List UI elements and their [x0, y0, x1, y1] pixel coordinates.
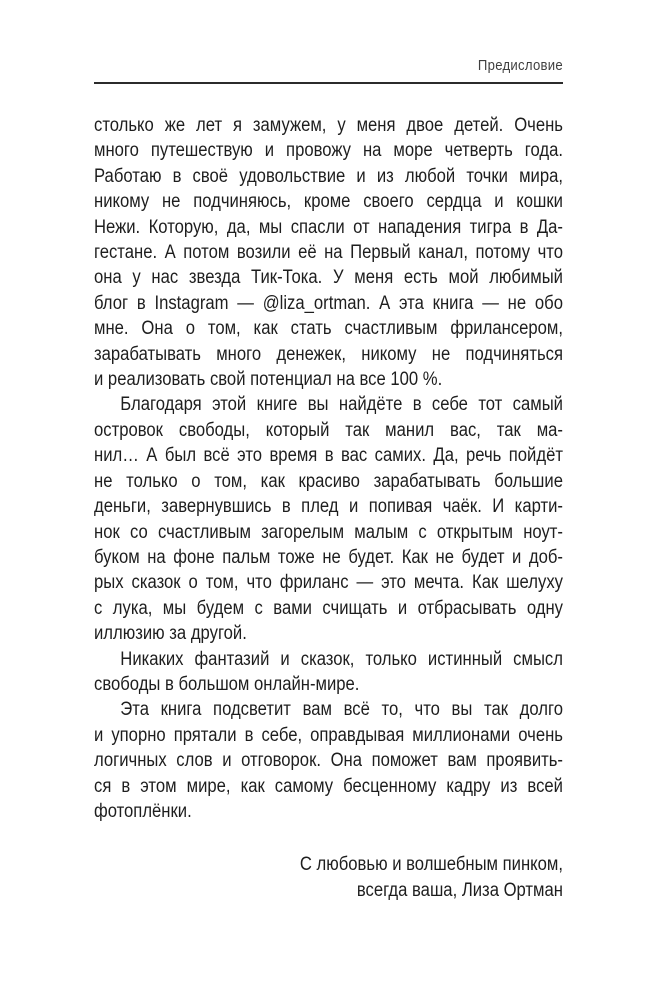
signature-line: всегда ваша, Лиза Ортман — [356, 879, 563, 901]
text-line: логичных слов и отговорок. Она поможет вам проявить- — [94, 750, 563, 772]
text-line: не только о том, как красиво зарабатывать большие — [94, 470, 563, 492]
text-line: иллюзию за другой. — [94, 623, 247, 645]
text-line: мне. Она о том, как стать счастливым фрилансером, — [94, 318, 563, 340]
text-line: Работаю в своё удовольствие и из любой точки мира, — [94, 165, 563, 187]
text-line: и реализовать свой потенциал на все 100 %. — [94, 369, 443, 391]
text-line: столько же лет я замужем, у меня двое детей. Очень — [94, 115, 563, 136]
paragraph — [94, 697, 651, 824]
text-line: Благодаря этой книге вы найдёте в себе тот самый — [120, 394, 563, 416]
text-line: Нежи. Которую, да, мы спасли от нападения тигра в Да- — [94, 216, 563, 238]
running-head-title: Предисловие — [477, 57, 563, 74]
text-line: она у нас звезда Тик-Тока. У меня есть мой любимый — [94, 267, 563, 289]
signature-line: С любовью и волшебным пинком, — [299, 854, 563, 876]
paragraph — [94, 647, 651, 698]
text-line: ся в этом мире, как самому бесценному кадру из всей — [94, 775, 563, 797]
text-line: блог в Instagram — @liza_ortman. А эта книга — не обо — [94, 292, 563, 314]
text-line: рых сказок о том, что фриланс — это мечта. Как шелуху — [94, 572, 563, 594]
text-line: и упорно прятали в себе, оправдывая миллионами очень — [94, 724, 563, 746]
text-line: нок со счастливым загорелым малым с открытым ноут- — [94, 521, 563, 543]
text-line: много путешествую и провожу на море четверть года. — [94, 140, 563, 162]
text-line: буком на фоне пальм тоже не будет. Как не будет и доб- — [94, 546, 563, 568]
body-text — [94, 113, 651, 824]
text-line: зарабатывать много денежек, никому не подчиняться — [94, 343, 563, 365]
text-line: деньги, завернувшись в плед и попивая чаёк. И карти- — [94, 496, 563, 518]
text-line: островок свободы, который так манил вас, так ма- — [94, 419, 563, 441]
paragraph — [94, 392, 651, 646]
header-rule — [94, 82, 563, 84]
text-line: гестане. А потом возили её на Первый канал, потому что — [94, 242, 563, 264]
text-line: с лука, мы будем с вами счищать и отбрасывать одну — [94, 597, 563, 619]
text-line: Эта книга подсветит вам всё то, что вы так долго — [120, 699, 563, 721]
text-line: свободы в большом онлайн-мире. — [94, 673, 360, 695]
paragraph — [94, 113, 651, 392]
text-line: фотоплёнки. — [94, 800, 192, 822]
text-line: Никаких фантазий и сказок, только истинный смысл — [120, 648, 563, 670]
text-line: никому не подчиняюсь, кроме своего сердца и кошки — [94, 191, 563, 213]
text-line: нил… А был всё это время в вас самих. Да, речь пойдёт — [94, 445, 563, 467]
signature — [94, 852, 651, 903]
